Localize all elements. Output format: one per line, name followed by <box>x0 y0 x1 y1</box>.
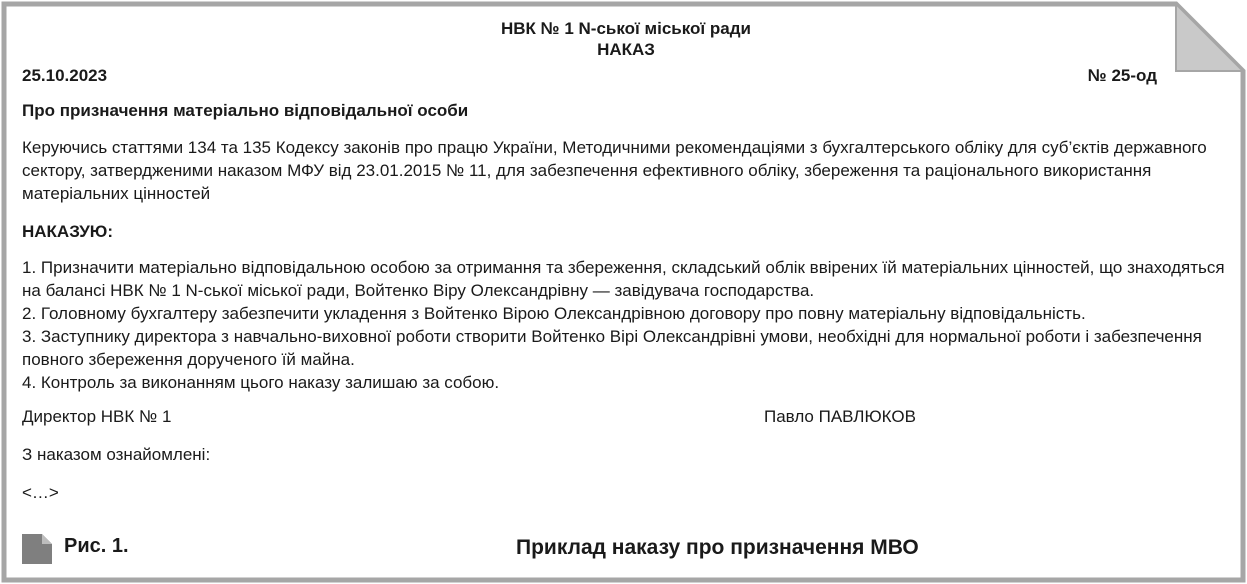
figure-label: Рис. 1. <box>64 535 129 557</box>
order-heading: НАКАЗУЮ: <box>22 222 113 241</box>
signer-name: Павло ПАВЛЮКОВ <box>764 407 916 426</box>
omission-mark: <…> <box>22 483 59 502</box>
figure-caption <box>22 533 1230 563</box>
signer-position: Директор НВК № 1 <box>22 407 172 426</box>
order-items <box>22 256 1230 394</box>
date-number-row <box>22 66 1157 86</box>
preamble: Керуючись статтями 134 та 135 Кодексу законів про працю України, Методичними рекомендаціями з бухгалтерського обліку для суб’єктів державного сектору, затвердженими наказом МФУ від 23.01.2015 № 11, для забезпечення ефективного обліку, збереження та раціонального використання матеріальних цінностей <box>22 138 1207 203</box>
acknowledgement: З наказом ознайомлені: <box>22 445 211 464</box>
document-type: НАКАЗ <box>597 40 655 59</box>
figure-title: Приклад наказу про призначення МВО <box>516 536 919 559</box>
order-item: 3. Заступнику директора з навчально-виховної роботи створити Войтенко Вірі Олександрівні умови, необхідні для нормальної роботи і забезпечення повного збереження дорученого їй майна. <box>22 327 1202 369</box>
document-subject: Про призначення матеріально відповідальної особи <box>22 101 469 120</box>
document-date: 25.10.2023 <box>22 66 108 85</box>
order-document <box>22 18 1230 559</box>
order-item: 2. Головному бухгалтеру забезпечити укладення з Войтенко Вірою Олександрівною договору про повну матеріальну відповідальність. <box>22 304 1086 323</box>
document-number: № 25-од <box>1087 66 1157 85</box>
order-item: 1. Призначити матеріально відповідальною особою за отримання та збереження, складський облік ввірених їй матеріальних цінностей, що знаходяться на балансі НВК № 1 N-ської міської ради, Войтенко Віру Олександрівну — завідувача господарства. <box>22 258 1225 300</box>
organization-name: НВК № 1 N-ської міської ради <box>501 19 751 38</box>
order-item: 4. Контроль за виконанням цього наказу залишаю за собою. <box>22 373 500 392</box>
square-icon <box>22 534 52 564</box>
signature-block <box>22 405 1230 428</box>
